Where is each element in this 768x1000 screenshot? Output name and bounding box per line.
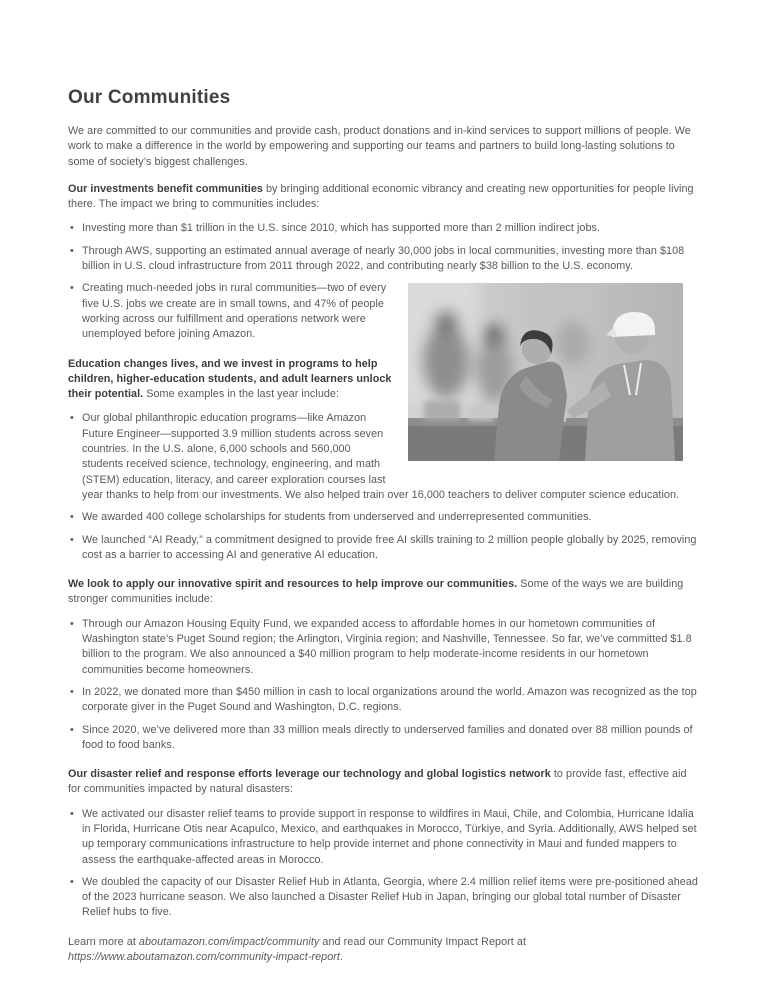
- innovation-paragraph: [68, 577, 700, 608]
- learn-more-prefix: Learn more at: [68, 935, 139, 948]
- learn-more-suffix: .: [339, 951, 344, 964]
- bullet-text: In 2022, we donated more than $450 million in cash to local organizations around the world. Amazon was recognized as the top corporate giver in the Puget Sound and Washington, D.C. regions.: [82, 685, 697, 714]
- investments-list: [68, 221, 700, 342]
- bullet-text: We activated our disaster relief teams to provide support in response to wildfires in Maui, Chile, and Colombia, Hurricane Idalia in Florida, Hurricane Otis near Acapulco, Mexico, and earthquakes in Morocco, Türkiye, and Syria. Additionally, AWS helped set up temporary communications infrastructure to help provide internet and phone connectivity in Maui and funded mappers to assess the earthquake-affected areas in Morocco.: [82, 807, 697, 866]
- education-rest: Some examples in the last year include:: [143, 388, 340, 401]
- disaster-rest: to provide fast, effective aid for communities impacted by natural disasters:: [68, 768, 687, 796]
- list-item: [68, 411, 700, 503]
- bullet-text: Since 2020, we’ve delivered more than 33 million meals directly to underserved families and donated over 88 million pounds of food to food banks.: [82, 723, 693, 751]
- bullet-text: Through our Amazon Housing Equity Fund, we expanded access to affordable homes in our hometown communities of Washington state’s Puget Sound region; the Arlington, Virginia region; and Nashville, Tennessee. So far, we’ve committed $1.8 billion to the program. We also announced a $40 million program to help moderate-income residents in our hometown communities become homeowners.: [82, 617, 692, 676]
- list-item: [68, 723, 700, 754]
- list-item: [68, 807, 700, 868]
- bullet-text: We doubled the capacity of our Disaster Relief Hub in Atlanta, Georgia, where 2.4 million relief items were pre-positioned ahead of the 2023 hurricane season. We also launched a Disaster Relief Hub in Japan, bringing our global total number of Disaster Relief hubs to five.: [82, 875, 698, 919]
- bullet-text: Creating much-needed jobs in rural communities—two of every five U.S. jobs we create are in small towns, and 47% of people working across our fulfillment and operations network were unemployed before joining Amazon.: [82, 282, 387, 341]
- community-impact-report-link[interactable]: https://www.aboutamazon.com/community-impact-report: [68, 951, 340, 964]
- innovation-lead: We look to apply our innovative spirit and resources to help improve our communities.: [68, 578, 518, 591]
- bullet-text: Through AWS, supporting an estimated annual average of nearly 30,000 jobs in local communities, investing more than $108 billion in U.S. cloud infrastructure from 2011 through 2022, and contributing nearly $38 billion to the U.S. economy.: [82, 244, 685, 273]
- list-item: [68, 617, 700, 678]
- list-item: [68, 685, 700, 716]
- community-impact-link[interactable]: aboutamazon.com/impact/community: [138, 935, 320, 948]
- bullet-text: We launched “AI Ready,” a commitment designed to provide free AI skills training to 2 million people globally by 2025, removing cost as a barrier to accessing AI and generative AI education.: [82, 533, 697, 561]
- learn-more-paragraph: [68, 935, 700, 966]
- bullet-text: Our global philanthropic education programs—like Amazon Future Engineer—supported 3.9 million students across seven countries. In the U.S. alone, 6,000 schools and 560,000 students received science, technology, engineering, and math (STEM) education, literacy, and career exploration courses last year thanks to help from our investments. We also helped train over 16,000 teachers to deliver computer science education.: [82, 412, 680, 501]
- education-list: [68, 411, 700, 563]
- learn-more-middle: and read our Community Impact Report at: [319, 935, 526, 948]
- list-item: [68, 281, 700, 342]
- bullet-text: We awarded 400 college scholarships for students from underserved and underrepresented communities.: [82, 511, 592, 524]
- bullet-text: Investing more than $1 trillion in the U.S. since 2010, which has supported more than 2 million indirect jobs.: [82, 222, 601, 235]
- investments-lead: Our investments benefit communities: [68, 182, 263, 195]
- page-title: Our Communities: [68, 87, 231, 108]
- list-item: [68, 875, 700, 921]
- innovation-rest: Some of the ways we are building stronger communities include:: [68, 578, 684, 606]
- intro-paragraph: We are committed to our communities and provide cash, product donations and in-kind services to support millions of people. We work to make a difference in the world by empowering and supporting our teams and partners to build long-lasting solutions to some of society’s biggest challenges.: [68, 125, 691, 168]
- list-item: [68, 221, 700, 236]
- investments-rest: by bringing additional economic vibrancy and creating new opportunities for people living there. The impact we bring to communities includes:: [68, 182, 694, 211]
- education-lead: Education changes lives, and we invest in programs to help children, higher-education students, and adult learners unlock their potential.: [68, 357, 392, 401]
- innovation-list: [68, 617, 700, 753]
- disaster-list: [68, 807, 700, 921]
- list-item: [68, 533, 700, 564]
- disaster-lead: Our disaster relief and response efforts leverage our technology and global logistics network: [68, 768, 551, 781]
- list-item: [68, 510, 700, 525]
- investments-paragraph: [68, 182, 700, 213]
- list-item: [68, 244, 700, 275]
- disaster-paragraph: [68, 767, 700, 798]
